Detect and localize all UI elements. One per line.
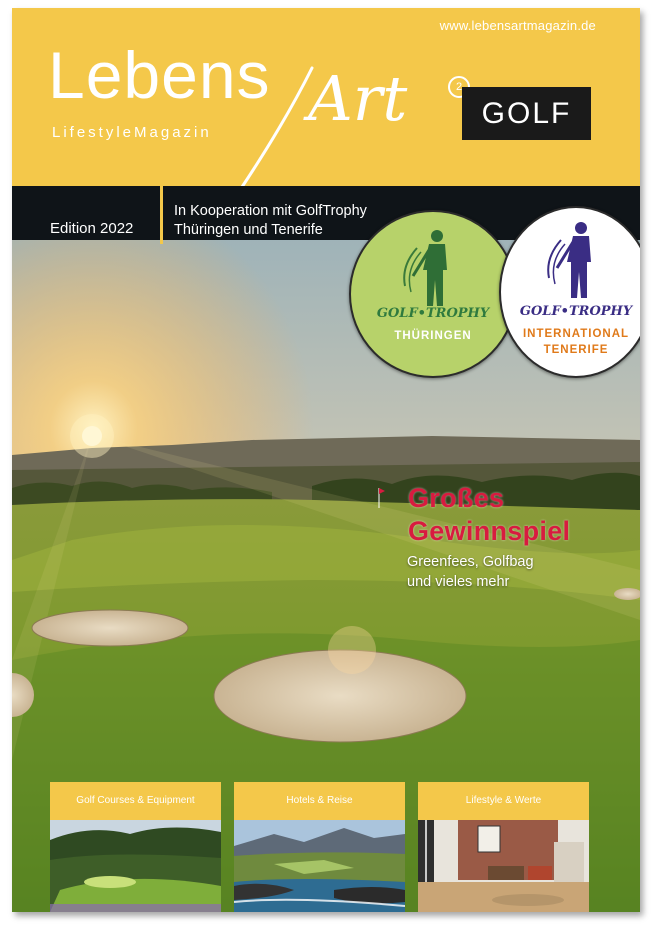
contest-title-line-2: Gewinnspiel bbox=[408, 516, 571, 546]
badge-place-line-2: TENERIFE bbox=[543, 344, 609, 356]
logo-art: Art bbox=[308, 62, 408, 135]
card-title: Lifestyle & Werte bbox=[465, 795, 542, 806]
card-image-golf-course bbox=[50, 820, 221, 912]
contest-title-line-1: Großes bbox=[408, 483, 505, 513]
cooperation-text bbox=[174, 202, 394, 240]
contest-title[interactable] bbox=[408, 482, 570, 548]
edition-label: Edition 2022 bbox=[50, 220, 134, 237]
badge-place-tenerife bbox=[501, 326, 640, 358]
card-title: Hotels & Reise bbox=[286, 795, 353, 806]
badge-golftrophy-tenerife[interactable] bbox=[499, 206, 640, 378]
badge-brand-tenerife: GOLF•TROPHY bbox=[519, 304, 633, 319]
contest-subtitle bbox=[407, 552, 534, 592]
card-title: Golf Courses & Equipment bbox=[76, 795, 195, 806]
golfer-icon bbox=[399, 226, 469, 312]
golf-label: GOLF bbox=[462, 87, 591, 140]
logo-subtitle: LifestyleMagazin bbox=[52, 124, 212, 141]
card-image-coast bbox=[234, 820, 405, 912]
badge-place-thueringen: THÜRINGEN bbox=[394, 330, 472, 342]
magazine-cover bbox=[12, 8, 640, 912]
card-image-interior bbox=[418, 820, 589, 912]
cooperation-line-2: Thüringen und Tenerife bbox=[174, 222, 323, 238]
badge-golftrophy-thueringen[interactable] bbox=[349, 210, 517, 378]
logo-lebens: Lebens bbox=[48, 38, 271, 112]
logo-superscript: 2 bbox=[448, 76, 470, 98]
cooperation-line-1: In Kooperation mit GolfTrophy bbox=[174, 203, 367, 219]
header bbox=[12, 8, 640, 186]
contest-sub-line-2: und vieles mehr bbox=[407, 574, 510, 590]
card-lifestyle-werte[interactable] bbox=[418, 782, 589, 912]
card-hotels-reise[interactable] bbox=[234, 782, 405, 912]
logo-swoosh-icon bbox=[234, 64, 314, 194]
contest-sub-line-1: Greenfees, Golfbag bbox=[407, 554, 534, 570]
band-divider bbox=[160, 186, 163, 244]
golfer-icon bbox=[543, 218, 613, 304]
card-golf-courses[interactable] bbox=[50, 782, 221, 912]
badge-place-line-1: INTERNATIONAL bbox=[522, 328, 630, 340]
website-url[interactable]: www.lebensartmagazin.de bbox=[439, 18, 596, 33]
badge-brand-thueringen: GOLF•TROPHY bbox=[376, 306, 490, 321]
